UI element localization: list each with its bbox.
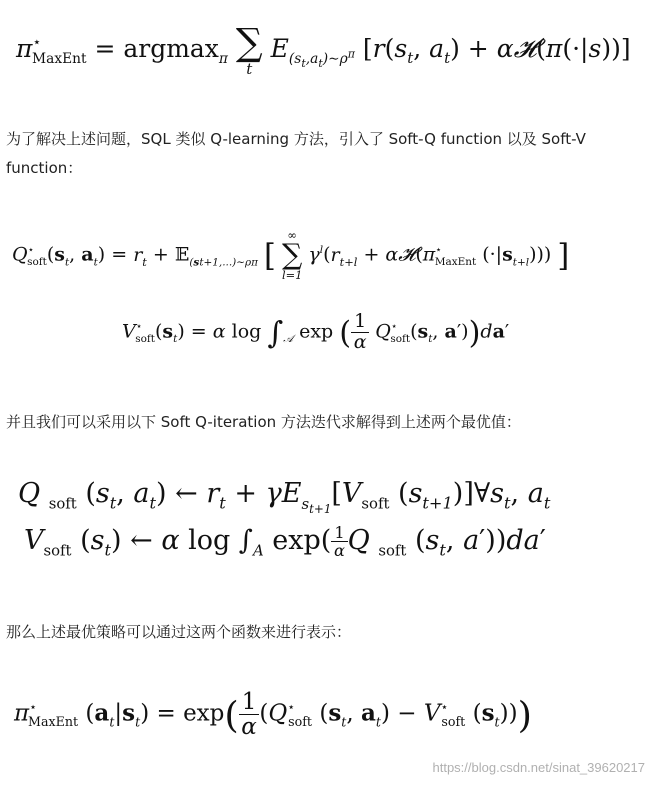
equation-soft-v-function: $V^⋆_{soft}(s_t) = \alpha$ $\log \int_𝒜$ exp ( $\frac{1}{\alpha}$ $Q^⋆_{soft}(s_t$, a′))da′ bbox=[122, 310, 510, 353]
equation-max-ent-policy: $\pi^⋆_{MaxEnt} = argmax_\pi$ ∑ t $E_{(s_t,a_t)\sim\rho^\pi}$ [$r(s_t$, $a_t$) + α𝓗(π(·|s))] bbox=[16, 20, 631, 78]
paragraph-soft-q-iteration: 并且我们可以采用以下 Soft Q-iteration 方法迭代求解得到上述两个最优值： bbox=[6, 413, 521, 431]
paragraph-soft-functions-intro: 为了解决上述问题，SQL 类似 Q-learning 方法，引入了 Soft-Q function 以及 Soft-V function： bbox=[6, 130, 586, 177]
paragraph-optimal-policy: 那么上述最优策略可以通过这两个函数来进行表示： bbox=[6, 623, 352, 641]
equation-optimal-policy: $\pi^⋆_{MaxEnt}$ $(a_t|s_t) = \exp$( $\frac{1}{\alpha}$ ($Q^⋆_{soft}$ ($s_t$, $a_t) - V^⋆_{soft}$ $(s_t)$)) bbox=[14, 689, 532, 741]
equation-v-soft-update: $V_{soft}$ $(s_t)$ ← α $\log \int_A$ exp( $\frac{1}{\alpha}$ Q $_{soft}$ ($s_t$, a′))da′ bbox=[24, 523, 546, 560]
watermark-url: https://blog.csdn.net/sinat_39620217 bbox=[432, 760, 645, 775]
equation-soft-q-function: $Q^⋆_{soft}(s_t$, $a_t) = r_t$ + 𝔼$_{(st+1,...)\sim\rho\pi}$ [ ∞ ∑ l=1 $\gamma^l(r_{t+l}$ + $\alpha 𝓗(\pi^⋆_{MaxEnt}$ $(\cdot|s_{t+l})$)) ] bbox=[12, 228, 570, 282]
equation-q-soft-update: Q $_{soft}$ ($s_t$, $a_t$) ← $r_t + \gamma E_{s_{t+1}}[V_{soft}$ $(s_{t+1})]\forall s_t$, $a_t$ bbox=[18, 478, 551, 516]
